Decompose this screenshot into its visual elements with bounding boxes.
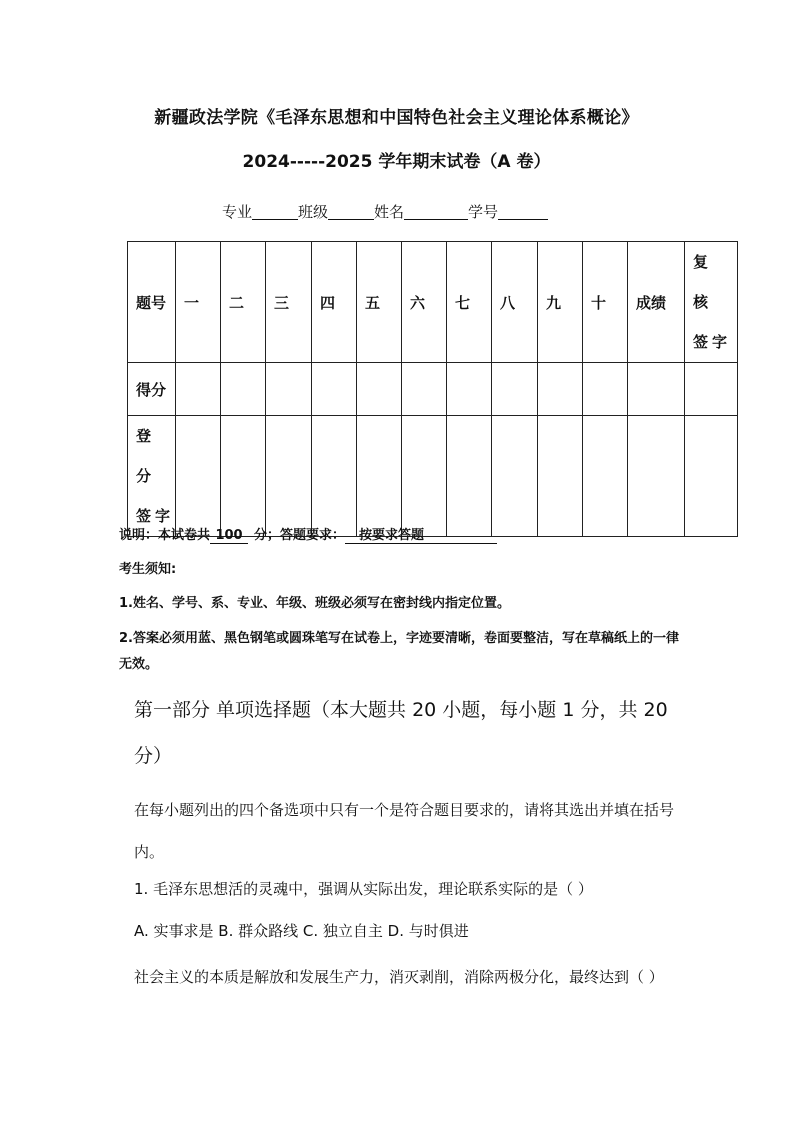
student-id-blank[interactable]	[498, 203, 548, 220]
column-header: 成绩	[628, 242, 685, 363]
sign-cell[interactable]	[221, 416, 266, 537]
table-header-row	[128, 242, 738, 363]
column-header: 七	[447, 242, 492, 363]
score-cell[interactable]	[492, 363, 538, 416]
column-header: 二	[221, 242, 266, 363]
score-cell[interactable]	[176, 363, 221, 416]
score-row	[128, 363, 738, 416]
question-2: 社会主义的本质是解放和发展生产力，消灭剥削，消除两极分化，最终达到（ ）	[134, 968, 664, 986]
sign-cell[interactable]	[492, 416, 538, 537]
review-sign-header	[685, 242, 738, 363]
question-1: 1. 毛泽东思想活的灵魂中，强调从实际出发，理论联系实际的是（ ）	[134, 880, 593, 898]
exam-rule-2: 2.答案必须用蓝、黑色钢笔或圆珠笔写在试卷上，字迹要清晰，卷面要整洁，写在草稿纸上的一律无效。	[119, 631, 679, 672]
sign-cell[interactable]	[685, 416, 738, 537]
student-id-label: 学号	[468, 203, 499, 221]
class-label: 班级	[298, 203, 329, 221]
exam-title: 新疆政法学院《毛泽东思想和中国特色社会主义理论体系概论》	[154, 108, 639, 128]
major-blank[interactable]	[252, 203, 298, 220]
desc-mid: 分；答题要求：	[254, 528, 346, 543]
student-info-row	[222, 201, 548, 222]
score-cell[interactable]	[266, 363, 312, 416]
score-cell[interactable]	[312, 363, 357, 416]
column-header: 三	[266, 242, 312, 363]
sign-cell[interactable]	[402, 416, 447, 537]
answer-requirement: 按要求答题	[345, 524, 497, 544]
column-header: 六	[402, 242, 447, 363]
total-score: 100	[210, 528, 248, 544]
grader-sign-label	[128, 416, 176, 537]
score-cell[interactable]	[221, 363, 266, 416]
column-header: 十	[583, 242, 628, 363]
score-row-label: 得分	[128, 363, 176, 416]
exam-notice-title: 考生须知:	[119, 562, 177, 577]
score-cell[interactable]	[402, 363, 447, 416]
column-header: 九	[538, 242, 583, 363]
column-header: 八	[492, 242, 538, 363]
sign-cell[interactable]	[266, 416, 312, 537]
grader-sign-line2: 签字	[136, 507, 175, 525]
sign-cell[interactable]	[628, 416, 685, 537]
class-blank[interactable]	[328, 203, 374, 220]
major-label: 专业	[222, 203, 253, 221]
sign-cell[interactable]	[357, 416, 402, 537]
name-label: 姓名	[374, 203, 405, 221]
section-title: 第一部分 单项选择题（本大题共 20 小题，每小题 1 分，共 20 分）	[134, 699, 668, 767]
score-cell[interactable]	[628, 363, 685, 416]
score-cell[interactable]	[685, 363, 738, 416]
question-1-options: A. 实事求是 B. 群众路线 C. 独立自主 D. 与时俱进	[134, 922, 469, 940]
column-header: 五	[357, 242, 402, 363]
sign-cell[interactable]	[583, 416, 628, 537]
exam-description	[119, 524, 497, 544]
review-sign-line2: 签字	[693, 333, 732, 351]
score-cell[interactable]	[447, 363, 492, 416]
column-header: 一	[176, 242, 221, 363]
score-cell[interactable]	[583, 363, 628, 416]
score-cell[interactable]	[357, 363, 402, 416]
sign-cell[interactable]	[176, 416, 221, 537]
sign-cell[interactable]	[447, 416, 492, 537]
section-instruction: 在每小题列出的四个备选项中只有一个是符合题目要求的，请将其选出并填在括号内。	[134, 801, 675, 861]
grader-sign-row	[128, 416, 738, 537]
grader-sign-line1: 登 分	[136, 427, 156, 485]
exam-subtitle: 2024-----2025 学年期末试卷（A 卷）	[242, 152, 551, 172]
exam-rule-1: 1.姓名、学号、系、专业、年级、班级必须写在密封线内指定位置。	[119, 596, 510, 611]
score-table	[127, 241, 738, 537]
question-number-label: 题号	[128, 242, 176, 363]
desc-prefix: 说明：本试卷共	[119, 528, 211, 543]
review-sign-line1: 复 核	[693, 253, 713, 311]
sign-cell[interactable]	[538, 416, 583, 537]
sign-cell[interactable]	[312, 416, 357, 537]
score-cell[interactable]	[538, 363, 583, 416]
name-blank[interactable]	[404, 203, 468, 220]
column-header: 四	[312, 242, 357, 363]
